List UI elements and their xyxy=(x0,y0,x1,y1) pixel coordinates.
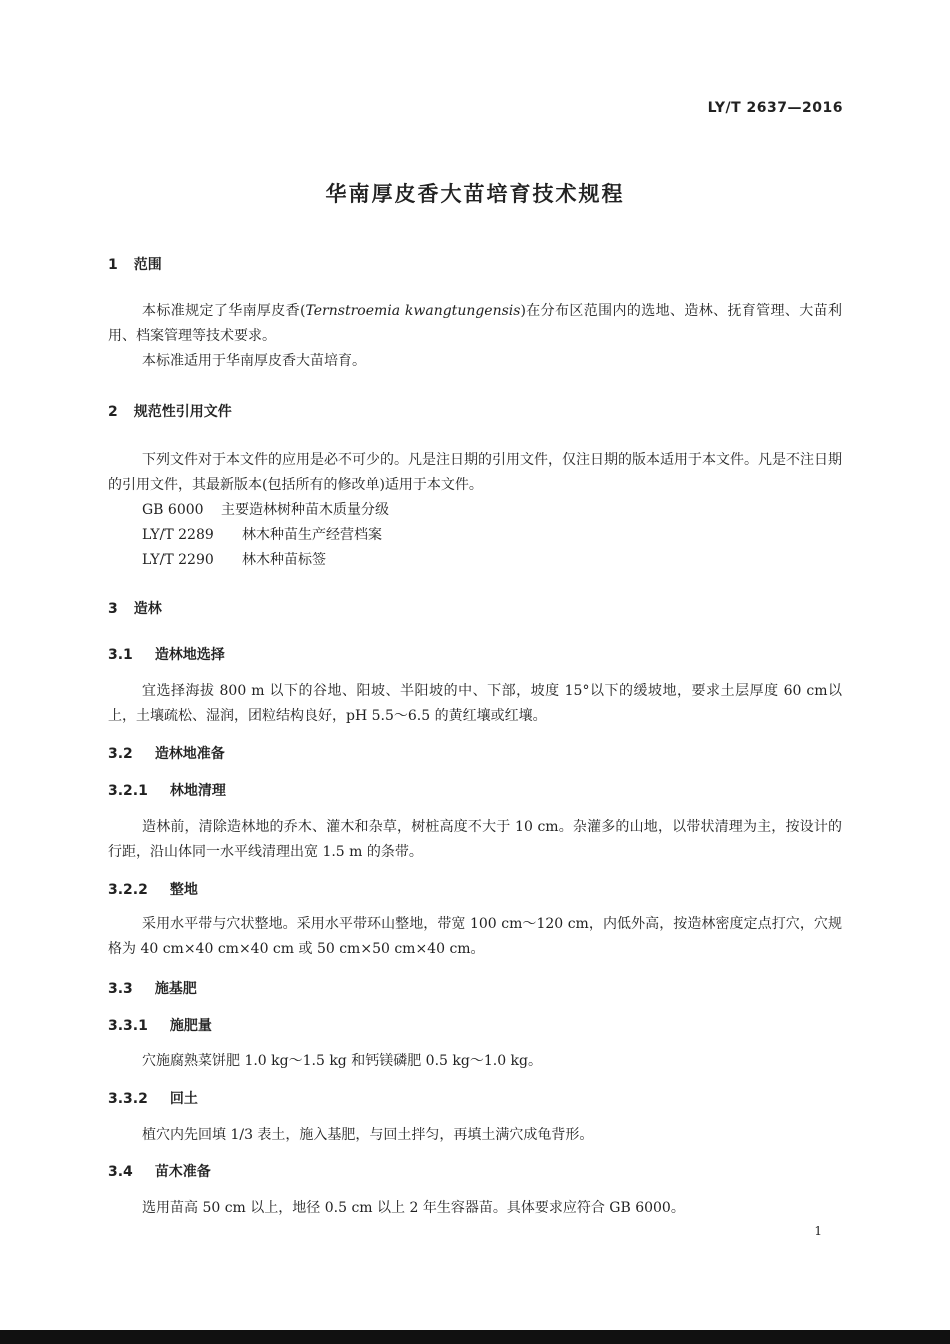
section-heading-3 xyxy=(108,598,162,618)
section-number: 3.4 xyxy=(108,1164,133,1180)
section-title: 规范性引用文件 xyxy=(133,404,232,420)
section-number: 3.2.2 xyxy=(108,882,148,898)
section-heading-3-1 xyxy=(108,644,225,664)
section-heading-3-3 xyxy=(108,978,197,998)
paragraph-site-selection: 宜选择海拔 800 m 以下的谷地、阳坡、半阳坡的中、下部，坡度 15°以下的缓坡地，要求土层厚度 60 cm以上，土壤疏松、湿润，团粒结构良好，pH 5.5～6.5 的黄红壤或红壤。 xyxy=(108,683,842,724)
text-fragment: 本标准规定了华南厚皮香( xyxy=(142,303,306,319)
text-fragment: )在分布区范围内的选地、造林、抚育管理、大苗利用、档案管理等技术要求。 xyxy=(108,303,843,344)
section-number: 3.1 xyxy=(108,647,133,663)
section-heading-3-2 xyxy=(108,743,225,763)
section-title: 造林地准备 xyxy=(154,746,225,762)
section-title: 整地 xyxy=(169,882,198,898)
paragraph-backfill: 植穴内先回填 1/3 表土，施入基肥，与回土拌匀，再填土满穴成龟背形。 xyxy=(142,1127,594,1143)
bottom-bar xyxy=(0,1330,950,1344)
section-title: 范围 xyxy=(133,257,162,273)
section-number: 3.3.2 xyxy=(108,1091,148,1107)
section-number: 3.3 xyxy=(108,981,133,997)
section-number: 3.2.1 xyxy=(108,783,148,799)
section-title: 施肥量 xyxy=(169,1018,212,1034)
paragraph-seedling-prep: 选用苗高 50 cm 以上，地径 0.5 cm 以上 2 年生容器苗。具体要求应符合 GB 6000。 xyxy=(142,1200,685,1216)
section-number: 2 xyxy=(108,404,118,420)
section-heading-3-2-2 xyxy=(108,879,198,899)
section-number: 1 xyxy=(108,257,118,273)
reference-item xyxy=(142,499,389,519)
section-heading-2 xyxy=(108,401,232,421)
section-title: 林地清理 xyxy=(169,783,226,799)
standard-code: LY/T 2637—2016 xyxy=(707,100,843,116)
reference-code: LY/T 2290 xyxy=(142,552,214,568)
latin-name: Ternstroemia kwangtungensis xyxy=(305,303,521,319)
section-title: 苗木准备 xyxy=(154,1164,211,1180)
reference-title: 林木种苗标签 xyxy=(242,552,326,568)
section-heading-3-3-2 xyxy=(108,1088,198,1108)
section-title: 施基肥 xyxy=(154,981,197,997)
section-number: 3 xyxy=(108,601,118,617)
paragraph-fertilizer-amount: 穴施腐熟菜饼肥 1.0 kg～1.5 kg 和钙镁磷肥 0.5 kg～1.0 kg。 xyxy=(142,1053,542,1069)
section-title: 回土 xyxy=(169,1091,198,1107)
paragraph-scope-2: 本标准适用于华南厚皮香大苗培育。 xyxy=(142,353,366,369)
section-heading-1 xyxy=(108,254,162,274)
paragraph-soil-preparation: 采用水平带与穴状整地。采用水平带环山整地，带宽 100 cm～120 cm，内低外高，按造林密度定点打穴，穴规格为 40 cm×40 cm×40 cm 或 50 cm×50 cm×40 cm。 xyxy=(108,916,842,957)
reference-code: GB 6000 xyxy=(142,502,204,518)
paragraph-site-clearing: 造林前，清除造林地的乔木、灌木和杂草，树桩高度不大于 10 cm。杂灌多的山地，以带状清理为主，按设计的行距，沿山体同一水平线清理出宽 1.5 m 的条带。 xyxy=(108,819,842,860)
reference-title: 林木种苗生产经营档案 xyxy=(242,527,382,543)
reference-item xyxy=(142,524,382,544)
section-title: 造林 xyxy=(133,601,162,617)
section-heading-3-4 xyxy=(108,1161,211,1181)
section-heading-3-3-1 xyxy=(108,1015,212,1035)
page-number: 1 xyxy=(814,1224,822,1238)
section-title: 造林地选择 xyxy=(154,647,225,663)
reference-code: LY/T 2289 xyxy=(142,527,214,543)
paragraph-references: 下列文件对于本文件的应用是必不可少的。凡是注日期的引用文件，仅注日期的版本适用于本文件。凡是不注日期的引用文件，其最新版本(包括所有的修改单)适用于本文件。 xyxy=(108,452,842,493)
section-number: 3.3.1 xyxy=(108,1018,148,1034)
paragraph-scope-1 xyxy=(108,299,842,349)
section-heading-3-2-1 xyxy=(108,780,226,800)
page-title: 华南厚皮香大苗培育技术规程 xyxy=(325,182,625,206)
reference-item xyxy=(142,549,326,569)
section-number: 3.2 xyxy=(108,746,133,762)
reference-title: 主要造林树种苗木质量分级 xyxy=(221,502,389,518)
